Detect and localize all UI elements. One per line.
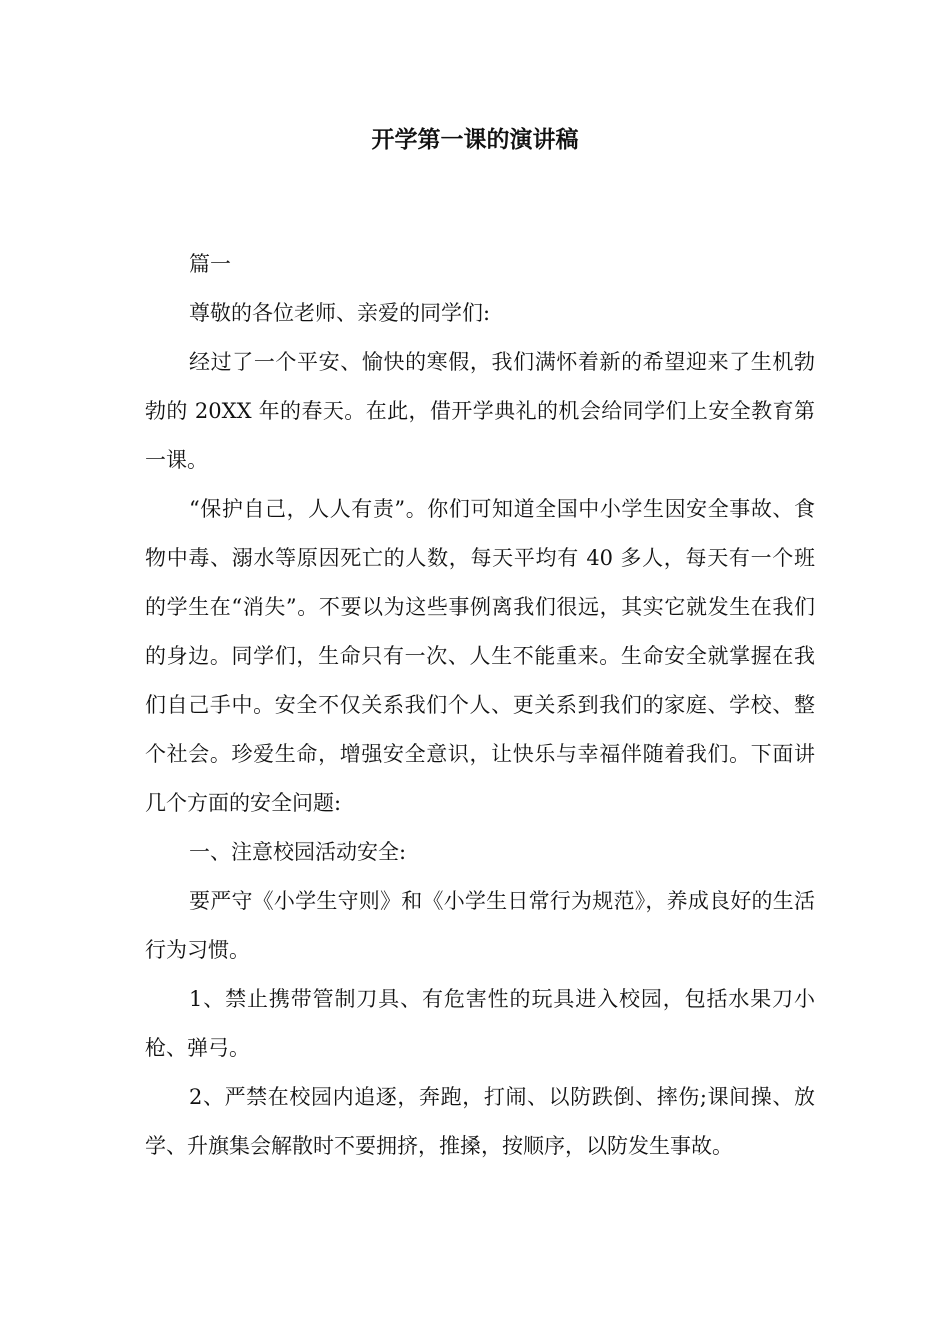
paragraph-rules: 要严守《小学生守则》和《小学生日常行为规范》，养成良好的生活行为习惯。	[145, 889, 815, 962]
paragraph-item-1: 1、禁止携带管制刀具、有危害性的玩具进入校园，包括水果刀小枪、弹弓。	[145, 987, 815, 1060]
document-body	[145, 240, 815, 1171]
paragraph-item-2: 2、严禁在校园内追逐，奔跑，打闹、以防跌倒、摔伤;课间操、放学、升旗集会解散时不要拥挤，推搡，按顺序，以防发生事故。	[145, 1085, 815, 1158]
paragraph-salutation: 尊敬的各位老师、亲爱的同学们:	[189, 301, 491, 325]
paragraph-heading-campus-safety: 一、注意校园活动安全:	[189, 840, 407, 864]
paragraph-intro: 经过了一个平安、愉快的寒假，我们满怀着新的希望迎来了生机勃勃的 20XX 年的春天。在此，借开学典礼的机会给同学们上安全教育第一课。	[145, 350, 815, 472]
paragraph-section-heading: 篇一	[189, 252, 231, 276]
paragraph-safety-responsibility: “保护自己，人人有责”。你们可知道全国中小学生因安全事故、食物中毒、溺水等原因死亡的人数，每天平均有 40 多人，每天有一个班的学生在“消失”。不要以为这些事例离我们很远，其实它就发生在我们的身边。同学们，生命只有一次、人生不能重来。生命安全就掌握在我们自己手中。安全不仅关系我们个人、更关系到我们的家庭、学校、整个社会。珍爱生命，增强安全意识，让快乐与幸福伴随着我们。下面讲几个方面的安全问题:	[145, 497, 815, 815]
document-title: 开学第一课的演讲稿	[371, 127, 579, 153]
